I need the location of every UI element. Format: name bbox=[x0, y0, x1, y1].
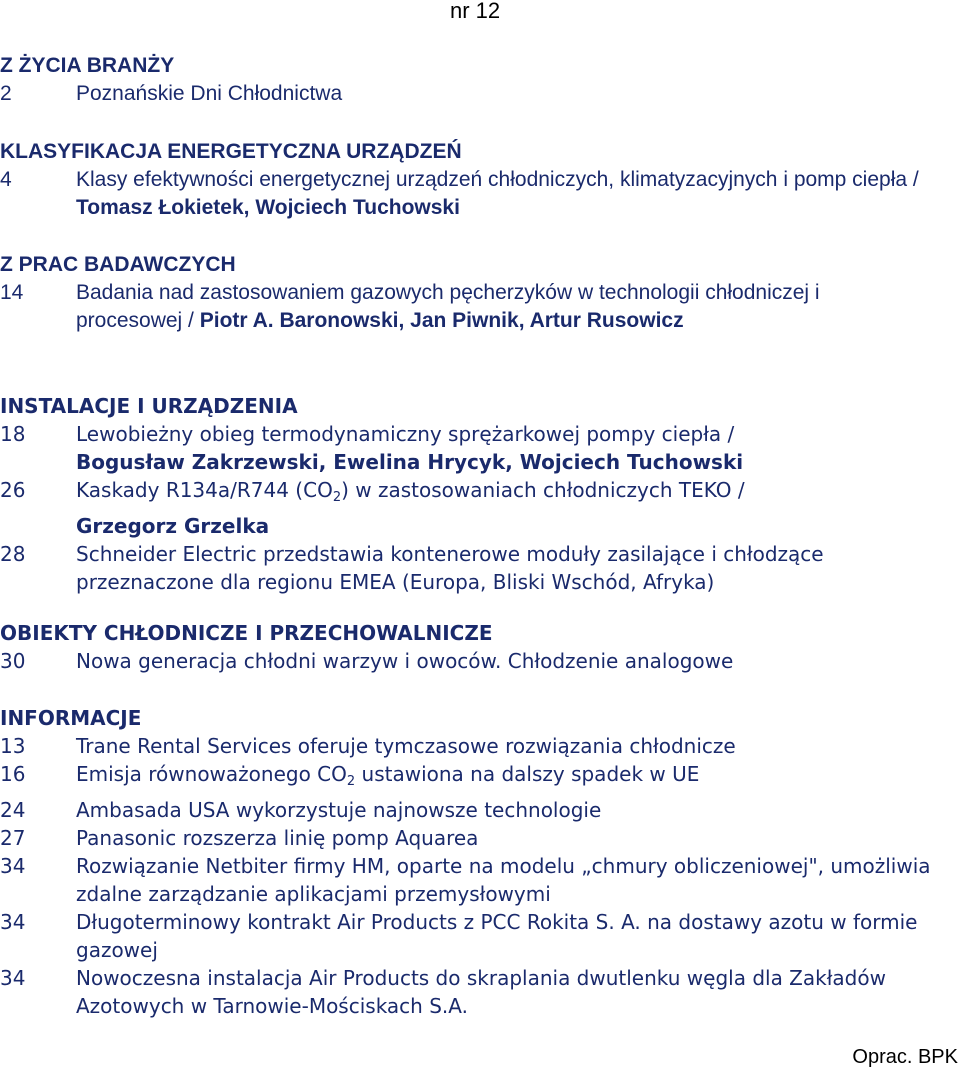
section-title: INSTALACJE I URZĄDZENIA bbox=[0, 394, 298, 418]
entry-title: Schneider Electric przedstawia kontenerowe moduły zasilające i chłodzące przeznaczone dla regionu EMEA (Europa, Bliski Wschód, Afryka) bbox=[76, 542, 824, 594]
toc-entry[interactable] bbox=[0, 476, 960, 540]
page-number: 4 bbox=[0, 168, 12, 191]
entry-title: Długoterminowy kontrakt Air Products z PCC Rokita S. A. na dostawy azotu w formie gazowej bbox=[76, 910, 918, 962]
page-number: 16 bbox=[0, 762, 26, 786]
toc-entry[interactable] bbox=[0, 166, 960, 222]
page-number: 13 bbox=[0, 734, 26, 758]
entry-title: Panasonic rozszerza linię pomp Aquarea bbox=[76, 826, 479, 850]
page-number: 34 bbox=[0, 910, 26, 934]
entry-title: Klasy efektywności energetycznej urządzeń chłodniczych, klimatyzacyjnych i pomp ciepła / Tomasz Łokietek, Wojciech Tuchowski bbox=[76, 168, 919, 219]
entry-authors: Piotr A. Baronowski, Jan Piwnik, Artur Rusowicz bbox=[199, 309, 684, 332]
entry-authors: Grzegorz Grzelka bbox=[76, 514, 270, 538]
section-z-zycia-branzy bbox=[0, 52, 960, 108]
entry-title: Ambasada USA wykorzystuje najnowsze technologie bbox=[76, 798, 602, 822]
toc-entry[interactable] bbox=[0, 852, 960, 908]
page-number: 28 bbox=[0, 542, 26, 566]
entry-title: Nowoczesna instalacja Air Products do skraplania dwutlenku węgla dla Zakładów Azotowych w Tarnowie-Mościskach S.A. bbox=[76, 966, 886, 1018]
section-obiekty bbox=[0, 619, 960, 675]
page-number: 27 bbox=[0, 826, 26, 850]
page-number: 2 bbox=[0, 82, 12, 105]
entry-title: Emisja równoważonego $CO_2$ ustawiona na dalszy spadek w UE bbox=[76, 762, 700, 789]
credit-line: Oprac. BPK bbox=[852, 1046, 958, 1068]
entry-title: Nowa generacja chłodni warzyw i owoców. Chłodzenie analogowe bbox=[76, 649, 734, 673]
page-number: 34 bbox=[0, 854, 26, 878]
section-informacje bbox=[0, 704, 960, 1020]
toc-entry[interactable] bbox=[0, 824, 960, 852]
toc-entry[interactable] bbox=[0, 732, 960, 760]
page-number: 24 bbox=[0, 798, 26, 822]
toc-entry[interactable] bbox=[0, 908, 960, 964]
page-number: 14 bbox=[0, 281, 24, 304]
section-title: Z ŻYCIA BRANŻY bbox=[0, 54, 175, 77]
toc-entry[interactable] bbox=[0, 420, 960, 476]
section-title: INFORMACJE bbox=[0, 706, 142, 730]
entry-authors: Tomasz Łokietek, Wojciech Tuchowski bbox=[76, 196, 460, 219]
toc-entry[interactable] bbox=[0, 964, 960, 1020]
section-z-prac-badawczych bbox=[0, 251, 960, 335]
page-number: 30 bbox=[0, 649, 26, 673]
entry-authors: Bogusław Zakrzewski, Ewelina Hrycyk, Wojciech Tuchowski bbox=[76, 450, 744, 474]
page-number: 18 bbox=[0, 422, 26, 446]
toc-entry[interactable] bbox=[0, 647, 960, 675]
section-title: KLASYFIKACJA ENERGETYCZNA URZĄDZEŃ bbox=[0, 140, 462, 163]
entry-title: Badania nad zastosowaniem gazowych pęcherzyków w technologii chłodniczej i procesowej / Piotr A. Baronowski, Jan Piwnik, Artur Rusowicz bbox=[76, 281, 820, 332]
toc-entry[interactable] bbox=[0, 279, 960, 335]
page-number: 34 bbox=[0, 966, 26, 990]
toc-entry[interactable] bbox=[0, 796, 960, 824]
issue-number: nr 12 bbox=[450, 0, 501, 23]
toc-entry[interactable] bbox=[0, 540, 960, 596]
toc-entry[interactable] bbox=[0, 760, 960, 796]
page-number: 26 bbox=[0, 478, 26, 502]
section-klasyfikacja bbox=[0, 138, 960, 222]
entry-title: Poznańskie Dni Chłodnictwa bbox=[76, 82, 343, 105]
entry-title: Rozwiązanie Netbiter firmy HM, oparte na modelu „chmury obliczeniowej", umożliwia zdalne zarządzanie aplikacjami przemysłowymi bbox=[76, 854, 931, 906]
section-instalacje bbox=[0, 392, 960, 596]
entry-title: Kaskady R134a/R744 $(CO_2)$ w zastosowaniach chłodniczych TEKO / Grzegorz Grzelka bbox=[76, 478, 745, 538]
section-title: OBIEKTY CHŁODNICZE I PRZECHOWALNICZE bbox=[0, 621, 493, 645]
section-title: Z PRAC BADAWCZYCH bbox=[0, 253, 236, 276]
toc-entry[interactable] bbox=[0, 80, 960, 108]
entry-title: Trane Rental Services oferuje tymczasowe rozwiązania chłodnicze bbox=[76, 734, 736, 758]
entry-title: Lewobieżny obieg termodynamiczny sprężarkowej pompy ciepła / Bogusław Zakrzewski, Ewelina Hrycyk, Wojciech Tuchowski bbox=[76, 422, 744, 474]
